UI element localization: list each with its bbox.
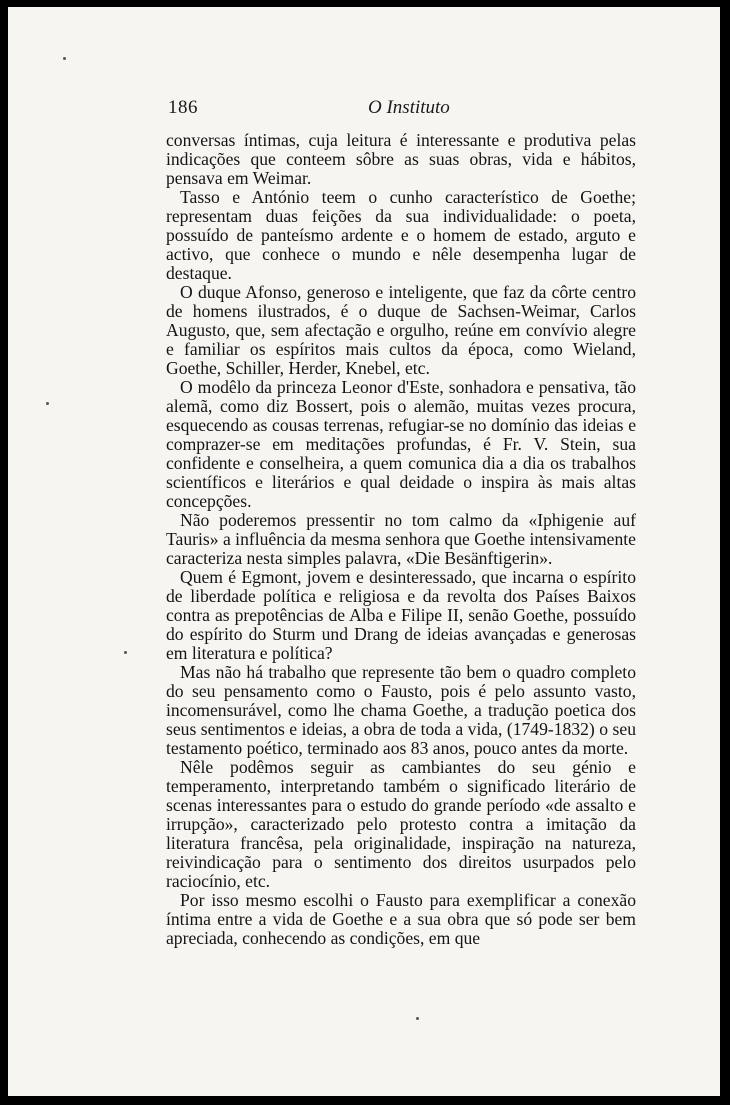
body-text bbox=[166, 131, 636, 948]
print-speck bbox=[63, 57, 66, 60]
running-title: O Instituto bbox=[368, 97, 450, 118]
print-speck bbox=[416, 1017, 419, 1020]
paragraph: O duque Afonso, generoso e inteligente, que faz da côrte centro de homens ilustrados, é o duque de Sachsen-Weimar, Carlos Augusto, que, sem afectação e orgulho, reúne em convívio alegre e familiar os espíritos mais cultos da época, como Wieland, Goethe, Schiller, Herder, Knebel, etc. bbox=[166, 282, 636, 378]
paragraph: Nêle podêmos seguir as cambiantes do seu génio e temperamento, interpretando também o significado literário de scenas interessantes para o estudo do grande período «de assalto e irrupção», caracterizado pelo protesto contra a imitação da literatura francêsa, pela originalidade, inspiração na natureza, reivindicação para o sentimento dos direitos usurpados pelo raciocínio, etc. bbox=[166, 757, 636, 891]
paragraph: Por isso mesmo escolhi o Fausto para exemplificar a conexão íntima entre a vida de Goethe e a sua obra que só pode ser bem apreciada, conhecendo as condições, em que bbox=[166, 890, 636, 948]
paragraph: Não poderemos pressentir no tom calmo da «Iphigenie auf Tauris» a influência da mesma senhora que Goethe intensivamente caracteriza nesta simples palavra, «Die Besänftigerin». bbox=[166, 510, 636, 568]
paragraph: conversas íntimas, cuja leitura é interessante e produtiva pelas indicações que conteem sôbre as suas obras, vida e hábitos, pensava em Weimar. bbox=[166, 130, 636, 188]
page-header bbox=[168, 97, 588, 123]
page-number: 186 bbox=[168, 97, 198, 118]
paragraph: Tasso e António teem o cunho característico de Goethe; representam duas feições da sua individualidade: o poeta, possuído de panteísmo ardente e o homem de estado, arguto e activo, que conhece o mundo e nêle desempenha lugar de destaque. bbox=[166, 187, 636, 283]
print-speck bbox=[46, 402, 49, 405]
print-speck bbox=[124, 651, 127, 654]
paragraph: Mas não há trabalho que represente tão bem o quadro completo do seu pensamento como o Fausto, pois é pelo assunto vasto, incomensurável, como lhe chama Goethe, a tradução poetica dos seus sentimentos e ideias, a obra de toda a vida, (1749-1832) o seu testamento poético, terminado aos 83 anos, pouco antes da morte. bbox=[166, 662, 636, 758]
book-page bbox=[8, 7, 720, 1096]
paragraph: Quem é Egmont, jovem e desinteressado, que incarna o espírito de liberdade política e religiosa e da revolta dos Países Baixos contra as prepotências de Alba e Filipe II, senão Goethe, possuído do espírito do Sturm und Drang de ideias avançadas e generosas em literatura e política? bbox=[166, 567, 636, 663]
paragraph: O modêlo da princeza Leonor d'Este, sonhadora e pensativa, tão alemã, como diz Bossert, pois o alemão, muitas vezes procura, esquecendo as cousas terrenas, refugiar-se no domínio das ideias e comprazer-se em meditações profundas, é Fr. V. Stein, sua confidente e conselheira, a quem comunica dia a dia os trabalhos scientíficos e literários e qual deidade o inspira às mais altas concepções. bbox=[166, 377, 636, 511]
